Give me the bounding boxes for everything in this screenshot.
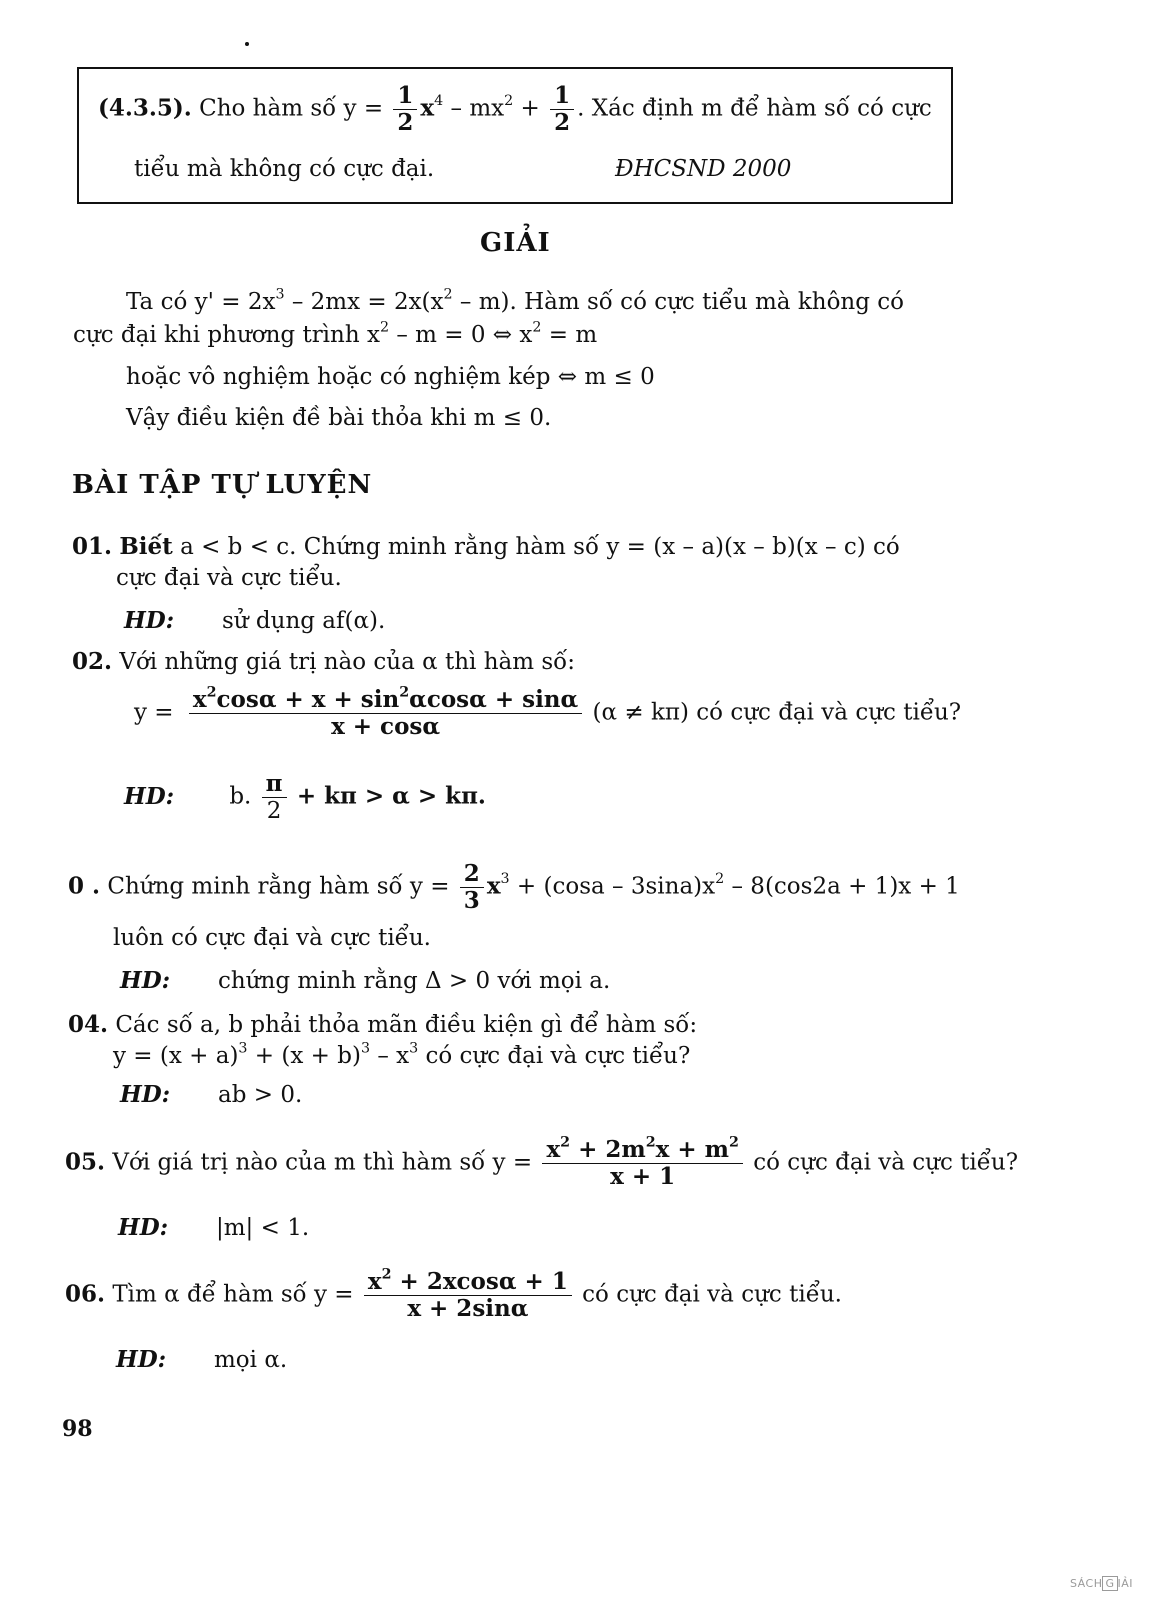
exercise-02-hint: HD: b. $\frac{\pi}{2}$ + kπ > α > kπ. <box>124 770 486 825</box>
exercise-03-number: 0 . <box>68 872 101 900</box>
exercise-05-line-1: 05. Với giá trị nào của m thì hàm số y = $\frac{x^2 + 2m^2x + m^2}{x + 1}$ có cực đại và cực tiểu? <box>65 1134 1019 1191</box>
exercise-04-line-1: 04. Các số a, b phải thỏa mãn điều kiện gì để hàm số: <box>68 1011 698 1038</box>
fraction-half: $\frac{1}{2}$ <box>393 84 417 135</box>
problem-line-2: tiểu mà không có cực đại. <box>134 156 435 182</box>
exercise-06-number: 06. <box>65 1280 106 1308</box>
fraction-two-thirds: $\frac{2}{3}$ <box>460 862 484 913</box>
fraction-half-2: $\frac{1}{2}$ <box>550 84 574 135</box>
exercise-06-fraction: $\frac{x^2 + 2xcos\alpha + 1}{x + 2\sin\alpha}$ <box>364 1270 572 1321</box>
problem-code: (4.3.5). <box>98 94 192 122</box>
exercise-01-line-1: 01. Biết a < b < c. Chứng minh rằng hàm số y = (x – a)(x – b)(x – c) có <box>72 533 900 560</box>
exercise-06-hint: HD: mọi α. <box>116 1346 288 1373</box>
exercise-01-number: 01. <box>72 533 113 560</box>
exercise-01-line-2: cực đại và cực tiểu. <box>116 565 342 591</box>
exercise-05-number: 05. <box>65 1148 106 1176</box>
exercise-05-hint: HD: |m| < 1. <box>118 1214 310 1241</box>
watermark-logo: SÁCH G IẢI <box>1070 1577 1134 1590</box>
exercise-03-line-1: 0 . Chứng minh rằng hàm số y = $\frac{2}{3}$ $x^3 + (\cos a - 3\sin a)x^2 - 8(\cos 2a + 1)x + 1$ <box>68 860 960 915</box>
exercise-03-hint: HD: chứng minh rằng Δ > 0 với mọi a. <box>120 967 611 994</box>
exercise-04-line-2: $y = (x + a)^3 + (x + b)^3 - x^3$ có cực đại và cực tiểu? <box>113 1040 691 1069</box>
hint-label: HD: <box>120 967 171 994</box>
exercise-02-fraction: $\frac{x^2\cos\alpha + x + \sin^2\alpha\cos\alpha + \sin\alpha}{x + \cos\alpha}$ <box>189 688 582 739</box>
exercise-02-formula: y = $\frac{x^2\cos\alpha + x + \sin^2\alpha\cos\alpha + \sin\alpha}{x + \cos\alpha}$ (α ≠ kπ) có cực đại và cực tiểu? <box>134 684 962 741</box>
exercise-05-fraction: $\frac{x^2 + 2m^2x + m^2}{x + 1}$ <box>542 1138 742 1189</box>
print-speck <box>245 42 249 46</box>
exercise-01-hint: HD: sử dụng af(α). <box>124 607 386 634</box>
exercise-02-number: 02. <box>72 648 113 675</box>
page-number: 98 <box>62 1416 93 1442</box>
hint-label: HD: <box>118 1214 169 1241</box>
solution-line-4: Vậy điều kiện đề bài thỏa khi m ≤ 0. <box>126 405 552 431</box>
hint-label: HD: <box>120 1081 171 1108</box>
exercise-06-line-1: 06. Tìm α để hàm số y = $\frac{x^2 + 2xcos\alpha + 1}{x + 2\sin\alpha}$ có cực đại và cực tiểu. <box>65 1266 842 1323</box>
solution-line-2: cực đại khi phương trình $x^2 - m = 0$ ⇔ $x^2 = m$ <box>73 319 598 348</box>
exercise-03-line-2: luôn có cực đại và cực tiểu. <box>113 925 431 951</box>
problem-source: ĐHCSND 2000 <box>615 156 792 182</box>
exercise-02-line-1: 02. Với những giá trị nào của α thì hàm số: <box>72 648 575 675</box>
hint-label: HD: <box>116 1346 167 1373</box>
exercise-04-hint: HD: ab > 0. <box>120 1081 303 1108</box>
hint-label: HD: <box>124 607 175 634</box>
exercise-04-number: 04. <box>68 1011 109 1038</box>
solution-heading: GIẢI <box>480 228 551 258</box>
solution-line-3: hoặc vô nghiệm hoặc có nghiệm kép ⇔ m ≤ 0 <box>126 364 655 390</box>
hint-label: HD: <box>124 782 175 810</box>
solution-line-1: Ta có $y' = 2x^3 - 2mx = 2x(x^2 - m)$. Hàm số có cực tiểu mà không có <box>126 286 904 315</box>
problem-line-1: (4.3.5). Cho hàm số y = $\frac{1}{2}$ $x^4 - mx^2$ + $\frac{1}{2}$ . Xác định m để hàm số có cực <box>98 82 932 137</box>
hint-fraction-pi-2: $\frac{\pi}{2}$ <box>262 772 287 823</box>
exercises-heading: BÀI TẬP TỰ LUYỆN <box>72 470 373 500</box>
